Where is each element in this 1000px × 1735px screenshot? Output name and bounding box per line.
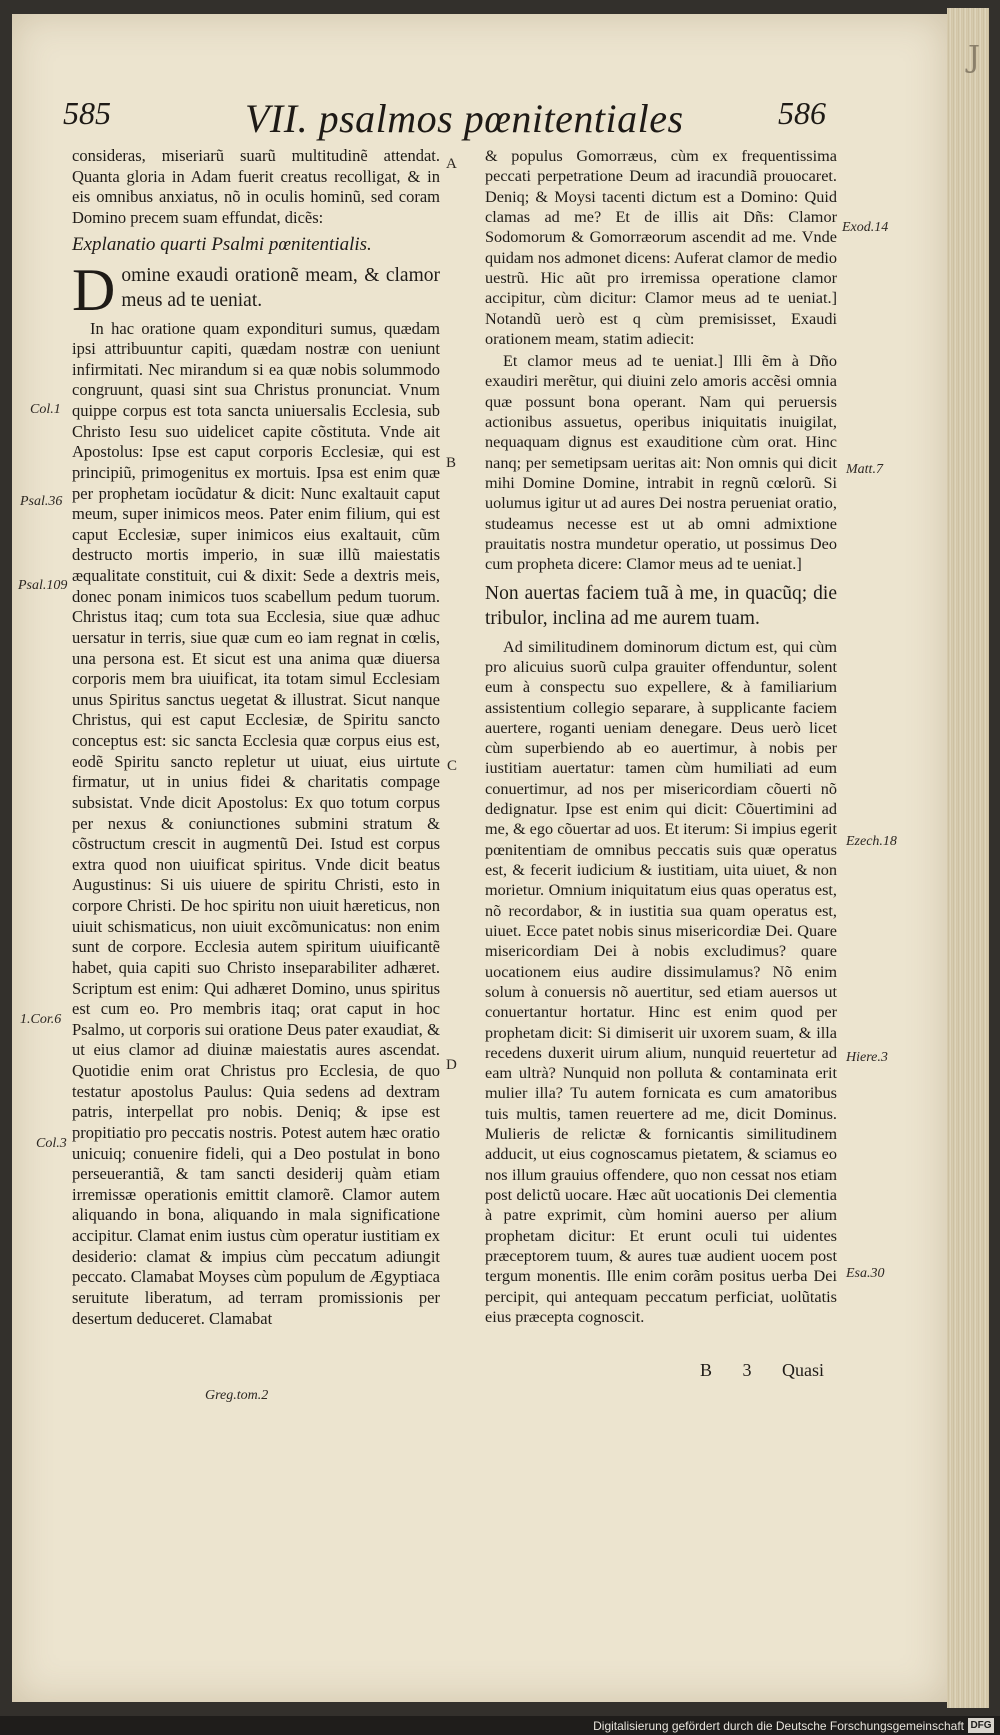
- margin-note: Psal.36: [20, 494, 63, 509]
- right-part-2: Et clamor meus ad te ueniat.] Illi ẽm à Dño exaudiri merẽtur, qui diuini zelo amoris accẽsi omnia quæ possunt bona operant. Nam qui peruersis actionibus assuetus, operibus iniquitatis inuigilat, nequaquam dignus est exauditione cùm orat. Hinc nanq; per semetipsam ueritas ait: Non omnis qui dicit mihi Domine Domine, intrabit in regnũ cœlorũ. Si uolumus igitur ut ad aures Dei nostra perueniat oratio, studeamus necesse est ut ab omni admixtione prauitatis nostra mundetur operatio, ut possimus Deo cum propheta dicere: Clamor meus ad te ueniat.]: [485, 352, 837, 574]
- psalm-verse-text: omine exaudi orationẽ meam, & clamor meus ad te ueniat.: [121, 264, 440, 311]
- section-letter: C: [447, 758, 458, 774]
- margin-note: Col.1: [30, 402, 61, 417]
- left-column: [72, 146, 440, 1329]
- page-number-right: 586: [778, 95, 826, 131]
- catchword: Quasi: [782, 1360, 825, 1380]
- margin-note: Exod.14: [842, 220, 889, 235]
- drop-cap: D: [72, 256, 116, 323]
- signature-number: 3: [742, 1360, 752, 1380]
- dfg-logo: DFG: [968, 1718, 994, 1733]
- edge-mark: J: [968, 40, 981, 75]
- margin-note: Esa.30: [846, 1266, 885, 1281]
- left-intro: consideras, miseriarũ suarũ multitudinẽ attendat. Quanta gloria in Adam fuerit creatus recolligat, & in eis omnibus anxiatus, nõ in oculis hominũ, sed coram Domino precem suam effundat, dicẽs:: [72, 146, 440, 227]
- footer-volume: Greg.tom.2: [205, 1388, 269, 1403]
- right-part-1: & populus Gomorræus, cùm ex frequentissima peccati perpetratione Deum ad iracundiã prouocaret. Deniq; & Moysi tacenti dictum est a Domino: Quid clamas ad me? Et de illis ait Dñs: Clamor Sodomorum & Gomorræorum ascendit ad me. Vnde quidam nos admonet dicens: Auferat clamor de medio uestrũ. Hic aũt pro irremissa operatione clamor accipitur, cùm dicitur: Clamor meus ad te ueniat.] Notandũ uerò est q cùm premisisset, Exaudi orationem meam, statim adiecit:: [485, 147, 837, 348]
- margin-note: Ezech.18: [846, 834, 897, 849]
- running-title: VII. psalmos pœnitentiales: [245, 96, 684, 141]
- margin-note: 1.Cor.6: [20, 1012, 62, 1027]
- psalm-verse-2: Non auertas faciem tuã à me, in quacũq; die tribulor, inclina ad me aurem tuam.: [485, 582, 837, 629]
- margin-note: Col.3: [36, 1136, 67, 1151]
- left-body: In hac oratione quam expondituri sumus, quædam ipsi attribuuntur capiti, quædam nostræ con ueniunt infirmitati. Nec mirandum si ea quæ nobis solummodo congruunt, quasi sint sua Christus pronunciat. Vnum quippe corpus est tota sancta uniuersalis Ecclesia, sub Christo Iesu suo uidelicet capite cõstituta. Vnde ait Apostolus: Ipse est caput corporis Ecclesiæ, qui est principiũ, primogenitus ex mortuis. Ipsa est enim quæ per prophetam iocũdatur & dicit: Nunc exaltauit caput meum, super inimicos meos. Pater enim filium, qui est caput Ecclesiæ, super inimicos eius exaltauit, cũm destructo mortis imperio, in suæ illũ maiestatis æqualitate constituit, cui & dixit: Sede a dextris meis, donec ponam inimicos tuos scabellum pedum tuorum. Christus itaq; cum tota sua Ecclesia, siue quæ adhuc uersatur in terris, siue quæ cum eo iam regnat in cœlis, una persona est. Et sicut est una anima quæ diuersa corporis mem bra uiuificat, ita totam simul Ecclesiam unus Spiritus sanctus uegetat & illustrat. Sicut nanque Christus, qui est caput Ecclesiæ, de Spiritu sancto conceptus est: sic sancta Ecclesia quæ corpus eius est, eodẽ Spiritu sancto repletur ut uiuat, eius uirtute firmatur, ut in unius fidei & charitatis compage subsistat. Vnde dicit Apostolus: Ex quo totum corpus per nexus & coniunctiones submini stratum & cõstructum crescit in augmentũ Dei. Istud est corpus extra quod non uiuificat spiritus. Vnde dicit beatus Augustinus: Si uis uiuere de spiritu Christi, esto in corpore Christi. De hoc spiritu non uiuit hæreticus, non uiuit schismaticus, non uiuit excõmunicatus: non enim sunt de corpore. Ecclesia autem spiritum uiuificantẽ habet, quia capiti suo Christo inseparabiliter adhæret. Scriptum est enim: Qui adhæret Domino, unus spiritus est cum eo. Pro membris itaq; orat caput in hoc Psalmo, ut corporis sui oratione Deus pater exaudiat, & ut eius clamor ad diuinæ maiestatis aures ascendat. Quotidie enim orat Christus pro Ecclesia, de quo testatur apostolus Paulus: Quia sedens ad dextram patris, interpellat pro nobis. Deniq; & ipse est propitiatio pro peccatis nostris. Potest autem hæc oratio unicuiq; conuenire fideli, qui a Deo postulat in bono perseuerantiã, & tam sancti desiderij quàm etiam irremissæ operationis emittit clamorẽ. Clamor autem aliquando in bona, aliquando in mala significatione accipitur. Clamat enim iustus cùm operatur iustitiam ex desiderio: clamat & impius cùm peccatum adiungit peccato. Clamabat Moyses cùm populum de Ægyptiaca seruitute liberatum, ad terram promissionis per desertum deduceret. Clamabat: [72, 318, 440, 1328]
- signature-line: [700, 1360, 850, 1381]
- digitization-credit: Digitalisierung gefördert durch die Deutsche Forschungsgemeinschaft: [593, 1719, 964, 1733]
- signature-mark: B: [700, 1360, 713, 1380]
- right-column: [485, 146, 837, 1327]
- margin-note: Matt.7: [846, 462, 883, 477]
- section-letter: D: [446, 1057, 457, 1073]
- margin-note: Hiere.3: [846, 1050, 888, 1065]
- section-heading: Explanatio quarti Psalmi pœnitentialis.: [72, 233, 372, 255]
- margin-note: Psal.109: [18, 578, 68, 593]
- psalm-verse: [72, 256, 440, 323]
- section-letter: A: [446, 156, 457, 172]
- page-edge: [947, 8, 989, 1708]
- section-letter: B: [446, 455, 457, 471]
- page-number-left: 585: [63, 95, 111, 131]
- right-part-3: Ad similitudinem dominorum dictum est, qui cùm pro alicuius suorũ culpa grauiter offenduntur, solent eum à conspectu suo expellere, & à familiarium assistentium collegio separare, à supplicante faciem auertere, roganti ueniam denegare. Deus uerò licet cùm superbiendo ab eo auertimur, à nobis per iustitiam auertatur: tamen cùm humiliati ad eum conuertimur, ad nos per misericordiam cõuerti nõ dedignatur. Ipse est enim qui dicit: Cõuertimini ad me, & ego cõuertar ad uos. Et iterum: Si impius egerit pœnitentiam de omnibus peccatis suis quæ operatus est, & fecerit iudicium & iustitiam, uita uiuet, & non morietur. Omnium iniquitatum eius quas operatus est, nõ recordabor, & in iustitia sua quam operatus est, uiuet. Ecce patet nobis sinus misericordiæ Dei. Quare misericordiam Dei à nobis excludimus? quare uocationem eius audire dissimulamus? Nõ enim solum à conuersis nõ auertitur, sed etiam auersos ut conuertantur hortatur. Hinc est enim quod per prophetam dicit: Si dimiserit uir uxorem suam, & illa recedens duxerit uirum alium, nunquid reuertetur ad eam ultrà? Nunquid non polluta & contaminata erit mulier illa? Tu autem fornicata es cum amatoribus tuis multis, tamen reuertere ad me, dicit Dominus. Mulieris de relictæ & fornicantis similitudinem adducit, ut eius cognoscamus pietatem, & sciamus eo nos illum grauius offendere, quo non cessat nos etiam post delictũ uocare. Hæc aũt uocationis Dei clementia à patre exprimit, cùm homini auerso per alium prophetam dicitur: Et erunt oculi tui uidentes præceptorem tuum, & aures tuæ audient uocem post tergum monentis. Ille enim corãm positus uerba Dei percipit, qui antequam peccatum perficiat, uolũtatis eius præcepta cognoscit.: [485, 637, 838, 1326]
